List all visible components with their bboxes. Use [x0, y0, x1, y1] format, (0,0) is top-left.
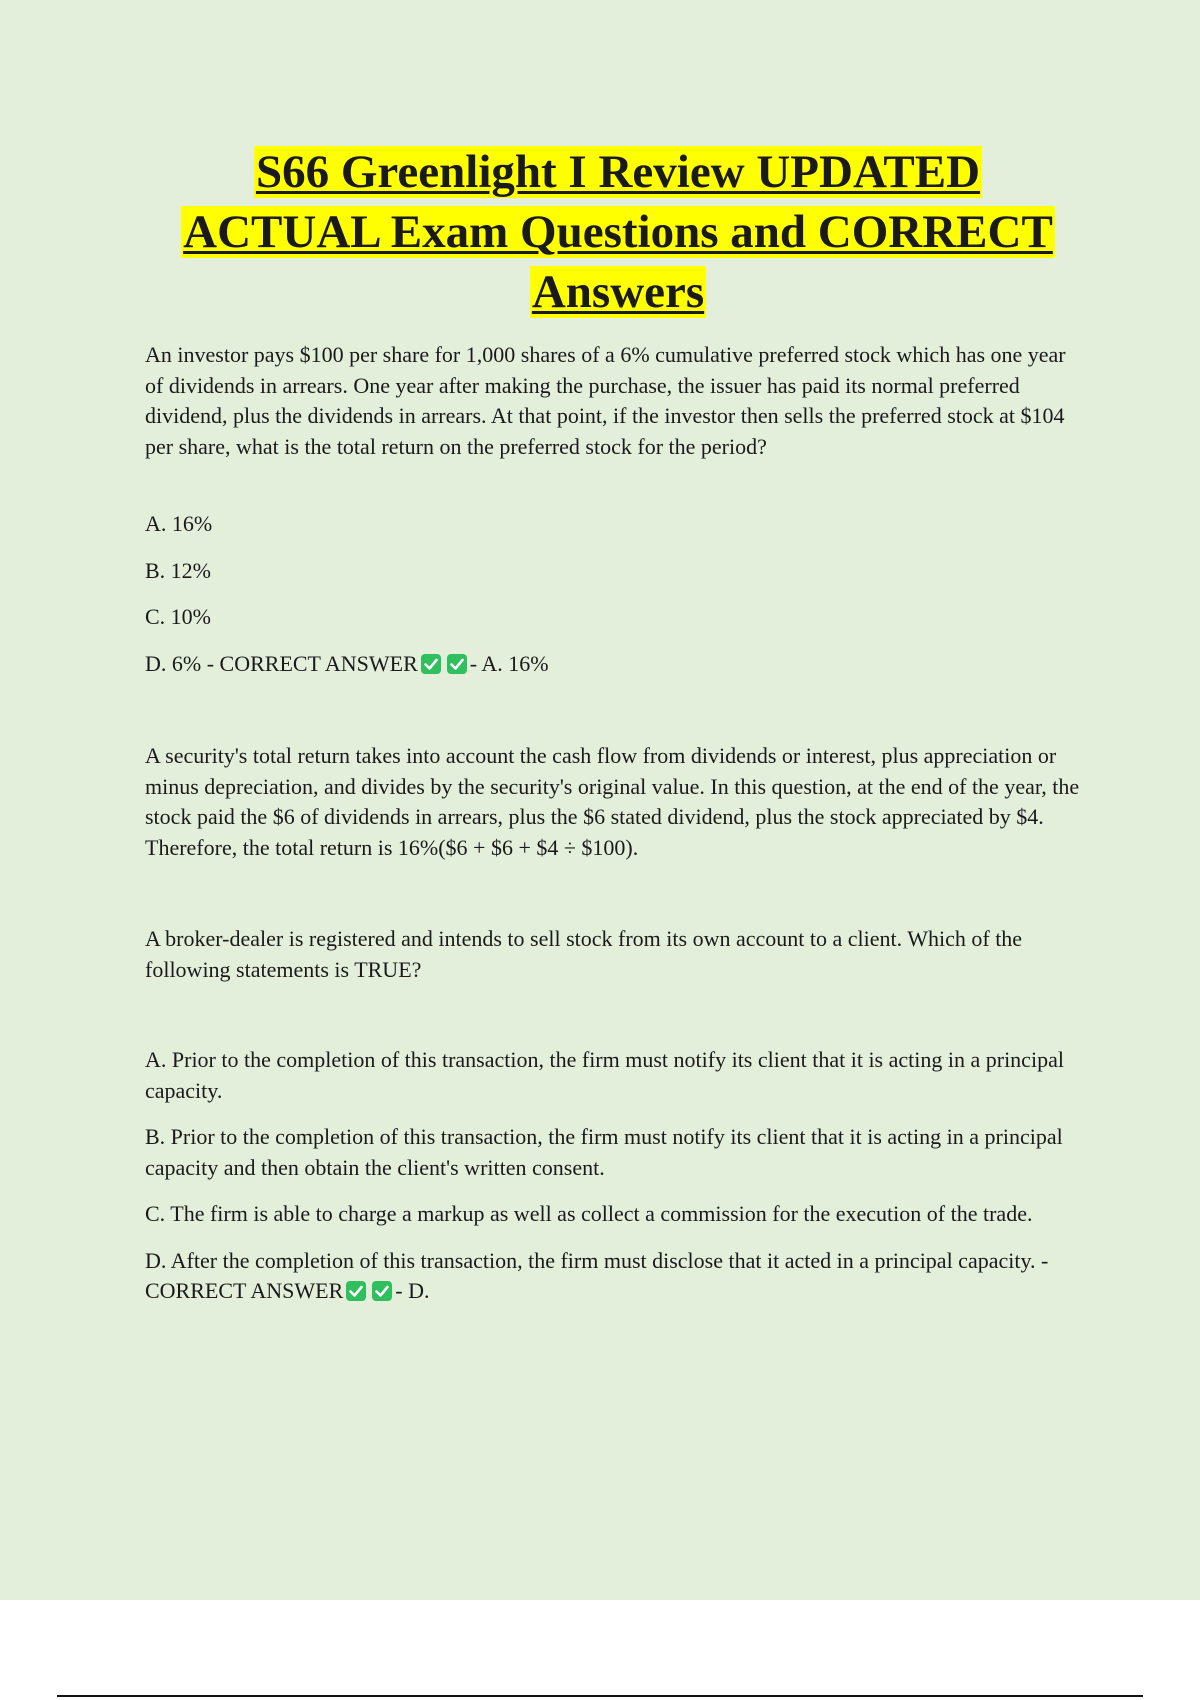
- question-1-option-a: A. 16%: [145, 511, 213, 536]
- check-mark-icon: [420, 653, 442, 675]
- question-2-text: A broker-dealer is registered and intends to sell stock from its own account to a client. Which of the following statements is TRUE?: [145, 926, 1023, 982]
- check-mark-icon: [345, 1280, 367, 1302]
- question-2-option-b: B. Prior to the completion of this transaction, the firm must notify its client that it is acting in a principal capacity and then obtain the client's written consent.: [145, 1124, 1063, 1180]
- question-2-option-d: [145, 1246, 1080, 1307]
- question-1-option-b: B. 12%: [145, 557, 211, 583]
- check-mark-icon: [446, 653, 468, 675]
- question-1-option-c: C. 10%: [145, 604, 211, 629]
- footer-divider: [57, 1695, 1143, 1697]
- title-line-3: Answers: [531, 266, 705, 318]
- question-1-answer: - A. 16%: [469, 650, 549, 676]
- question-1-option-d: [145, 649, 1080, 680]
- title-line-1: S66 Greenlight I Review UPDATED: [255, 146, 981, 198]
- question-2-answer: - D.: [395, 1278, 430, 1303]
- question-2-option-c: C. The firm is able to charge a markup as well as collect a commission for the execution of the trade.: [145, 1201, 1033, 1226]
- document-body: [145, 340, 1080, 1307]
- question-2-option-a: A. Prior to the completion of this transaction, the firm must notify its client that it is acting in a principal capacity.: [145, 1047, 1064, 1103]
- document-title: [60, 142, 1176, 322]
- check-mark-icon: [371, 1280, 393, 1302]
- title-line-2: ACTUAL Exam Questions and CORRECT: [183, 206, 1053, 258]
- question-2-option-d-text: D. After the completion of this transaction, the firm must disclose that it acted in a principal capacity. - CORRECT ANSWER: [145, 1247, 1049, 1303]
- question-1-text: An investor pays $100 per share for 1,000 shares of a 6% cumulative preferred stock which has one year of dividends in arrears. One year after making the purchase, the issuer has paid its normal preferred dividend, plus the dividends in arrears. At that point, if the investor then sells the preferred stock at $104 per share, what is the total return on the preferred stock for the period?: [145, 342, 1066, 459]
- question-1-option-d-text: D. 6% - CORRECT ANSWER: [145, 650, 418, 676]
- question-1-explanation: A security's total return takes into account the cash flow from dividends or interest, plus appreciation or minus depreciation, and divides by the security's original value. In this question, at the end of the year, the stock paid the $6 of dividends in arrears, plus the $6 stated dividend, plus the stock appreciated by $4. Therefore, the total return is 16%($6 + $6 + $4 ÷ $100).: [145, 743, 1080, 860]
